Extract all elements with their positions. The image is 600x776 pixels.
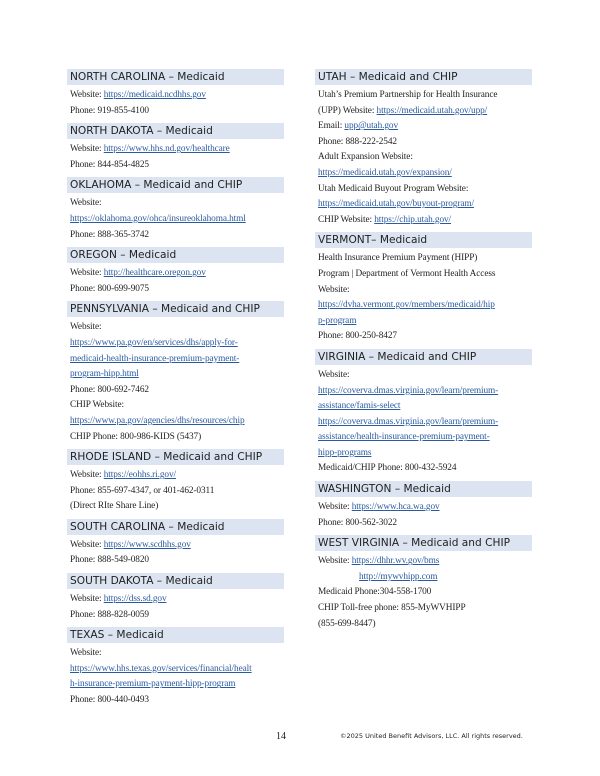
info-text: Website: (70, 470, 104, 481)
state-section-oregon (67, 247, 284, 297)
info-text: Phone: 800-699-9075 (70, 283, 149, 294)
website-link[interactable]: https://www.pa.gov/en/services/dhs/apply-for- (70, 337, 238, 348)
info-text: Phone: 919-855-4100 (70, 105, 149, 116)
website-link[interactable]: program-hipp.html (70, 369, 139, 380)
info-line (67, 142, 284, 158)
info-line (67, 608, 284, 624)
info-line (315, 150, 532, 166)
website-link[interactable]: https://chip.utah.gov/ (374, 214, 452, 225)
info-text: CHIP Phone: 800-986-KIDS (5437) (70, 431, 202, 442)
info-line (315, 368, 532, 384)
state-section-west-virginia (315, 535, 532, 632)
info-line (315, 119, 532, 135)
section-header: PENNSYLVANIA – Medicaid and CHIP (67, 301, 284, 317)
website-link[interactable]: assistance/health-insurance-premium-payment- (318, 432, 490, 443)
info-text: Website: (318, 502, 352, 513)
info-text: Phone: 888-828-0059 (70, 609, 149, 620)
info-line (67, 646, 284, 662)
info-line (67, 499, 284, 515)
left-column (67, 69, 284, 713)
info-line (67, 104, 284, 120)
info-text: CHIP Website: (70, 400, 124, 411)
info-text: Phone: 888-365-3742 (70, 229, 149, 240)
state-section-rhode-island (67, 449, 284, 515)
website-link[interactable]: https://medicaid.ncdhhs.gov (103, 90, 206, 100)
info-line (315, 585, 532, 601)
info-line (315, 554, 532, 570)
info-line (67, 88, 284, 104)
info-line (315, 329, 532, 345)
section-header: UTAH – Medicaid and CHIP (315, 69, 532, 85)
info-text: Website: (70, 268, 104, 279)
section-header: RHODE ISLAND – Medicaid and CHIP (67, 449, 284, 465)
website-link[interactable]: https://medicaid.utah.gov/expansion/ (318, 167, 452, 178)
section-header: WASHINGTON – Medicaid (315, 481, 532, 497)
info-line (67, 430, 284, 446)
info-line (67, 398, 284, 414)
section-header: OKLAHOMA – Medicaid and CHIP (67, 177, 284, 193)
info-line (315, 88, 532, 104)
website-link[interactable]: https://dss.sd.gov (103, 594, 167, 605)
info-line (315, 399, 532, 415)
section-header: SOUTH DAKOTA – Medicaid (67, 573, 284, 589)
info-text: Medicaid/CHIP Phone: 800-432-5924 (318, 463, 457, 474)
info-text: Website: (318, 284, 350, 295)
section-header: NORTH DAKOTA – Medicaid (67, 123, 284, 139)
info-line (315, 283, 532, 299)
info-line (315, 104, 532, 120)
info-text: Adult Expansion Website: (318, 152, 413, 163)
section-header: WEST VIRGINIA – Medicaid and CHIP (315, 535, 532, 551)
website-link[interactable]: assistance/famis-select (318, 401, 401, 412)
info-line (315, 384, 532, 400)
website-link[interactable]: https://www.hca.wa.gov (351, 502, 440, 513)
info-text: (Direct RIte Share Line) (70, 501, 159, 512)
state-section-north-dakota (67, 123, 284, 173)
info-text: Website: (318, 556, 352, 567)
info-line (67, 484, 284, 500)
info-line (67, 336, 284, 352)
website-link[interactable]: upp@utah.gov (344, 121, 399, 132)
website-link[interactable]: https://www.hhs.nd.gov/healthcare (103, 144, 230, 155)
info-line (315, 461, 532, 477)
info-line (315, 182, 532, 198)
info-text: Phone: 844-854-4825 (70, 159, 149, 170)
info-line (315, 617, 532, 633)
info-text: Phone: 800-692-7462 (70, 384, 149, 395)
info-line (67, 592, 284, 608)
website-link[interactable]: https://www.scdhhs.gov (103, 539, 191, 550)
info-line (67, 158, 284, 174)
info-text: Website: (70, 322, 102, 333)
info-text: Website: (70, 539, 104, 550)
state-section-utah (315, 69, 532, 228)
state-section-washington (315, 481, 532, 531)
info-line (67, 212, 284, 228)
info-text: Phone: 800-440-0493 (70, 695, 149, 706)
info-text: Email: (318, 121, 345, 132)
info-line (67, 383, 284, 399)
info-line (315, 135, 532, 151)
info-line (315, 500, 532, 516)
section-header: SOUTH CAROLINA – Medicaid (67, 519, 284, 535)
info-text: Website: (70, 648, 102, 659)
info-text: CHIP Toll-free phone: 855-MyWVHIPP (318, 603, 466, 614)
info-line (67, 662, 284, 678)
state-section-south-carolina (67, 519, 284, 569)
info-line (67, 282, 284, 298)
info-line (67, 677, 284, 693)
info-line (315, 516, 532, 532)
website-link[interactable]: https://medicaid.utah.gov/buyout-program/ (318, 199, 474, 210)
info-text: Website: (70, 144, 104, 155)
info-line (67, 320, 284, 336)
info-line (67, 367, 284, 383)
info-line (67, 228, 284, 244)
info-line (315, 251, 532, 267)
website-link[interactable]: http://healthcare.oregon.gov (103, 268, 206, 279)
state-section-texas (67, 627, 284, 708)
state-section-virginia (315, 349, 532, 477)
state-section-pennsylvania (67, 301, 284, 445)
info-text: Website: (70, 198, 102, 209)
info-line (315, 446, 532, 462)
info-line (315, 430, 532, 446)
info-text: (855-699-8447) (318, 618, 376, 629)
info-text: Website: (70, 90, 104, 100)
info-text: Website: (318, 369, 350, 380)
section-header: VERMONT– Medicaid (315, 232, 532, 248)
info-text: Phone: 888-222-2542 (318, 136, 397, 147)
info-line (67, 538, 284, 554)
website-link[interactable]: h-insurance-premium-payment-hipp-program (70, 679, 236, 690)
info-text: Website: (70, 594, 104, 605)
website-link[interactable]: hipp-programs (318, 447, 372, 458)
info-line (315, 570, 532, 586)
info-text: Phone: 800-250-8427 (318, 331, 397, 342)
website-link[interactable]: http://mywvhipp.com (359, 571, 438, 582)
info-line (67, 414, 284, 430)
state-section-south-dakota (67, 573, 284, 623)
section-header: OREGON – Medicaid (67, 247, 284, 263)
website-link[interactable]: https://dvha.vermont.gov/members/medicaid/hip (318, 300, 495, 311)
info-line (315, 267, 532, 283)
info-text: Program | Department of Vermont Health Access (318, 268, 496, 279)
right-column (315, 69, 532, 636)
info-line (315, 415, 532, 431)
info-line (315, 166, 532, 182)
info-line (315, 601, 532, 617)
info-text: Phone: 888-549-0820 (70, 555, 149, 566)
info-text: Phone: 855-697-4347, or 401-462-0311 (70, 485, 215, 496)
state-section-north-carolina (67, 69, 284, 119)
copyright-notice: ©2025 United Benefit Advisors, LLC. All rights reserved. (340, 732, 523, 740)
info-line (315, 197, 532, 213)
info-text: Utah Medicaid Buyout Program Website: (318, 183, 469, 194)
info-line (315, 298, 532, 314)
info-text: Utah’s Premium Partnership for Health Insurance (318, 90, 498, 100)
info-line (315, 213, 532, 229)
info-text: Phone: 800-562-3022 (318, 517, 397, 528)
page-number: 14 (276, 731, 286, 742)
info-line (67, 196, 284, 212)
section-header: NORTH CAROLINA – Medicaid (67, 69, 284, 85)
info-line (67, 693, 284, 709)
state-section-oklahoma (67, 177, 284, 243)
info-line (67, 468, 284, 484)
info-line (67, 352, 284, 368)
website-link[interactable]: https://oklahoma.gov/ohca/insureoklahoma.html (70, 213, 246, 224)
info-text: (UPP) Website: (318, 105, 377, 116)
website-link[interactable]: p-program (318, 315, 357, 326)
website-link[interactable]: https://dhhr.wv.gov/bms (351, 556, 440, 567)
info-text: Medicaid Phone:304-558-1700 (318, 587, 432, 598)
website-link[interactable]: https://medicaid.utah.gov/upp/ (376, 105, 488, 116)
info-line (67, 553, 284, 569)
state-section-vermont (315, 232, 532, 345)
info-line (67, 266, 284, 282)
info-text: Health Insurance Premium Payment (HIPP) (318, 253, 478, 264)
info-text: CHIP Website: (318, 214, 375, 225)
website-link[interactable]: https://coverva.dmas.virginia.gov/learn/premium- (318, 416, 499, 427)
section-header: TEXAS – Medicaid (67, 627, 284, 643)
website-link[interactable]: https://www.pa.gov/agencies/dhs/resources/chip (70, 415, 245, 426)
website-link[interactable]: https://www.hhs.texas.gov/services/financial/healt (70, 663, 252, 674)
website-link[interactable]: medicaid-health-insurance-premium-payment- (70, 353, 240, 364)
info-line (315, 314, 532, 330)
website-link[interactable]: https://coverva.dmas.virginia.gov/learn/premium- (318, 385, 499, 396)
section-header: VIRGINIA – Medicaid and CHIP (315, 349, 532, 365)
website-link[interactable]: https://eohhs.ri.gov/ (103, 470, 177, 481)
